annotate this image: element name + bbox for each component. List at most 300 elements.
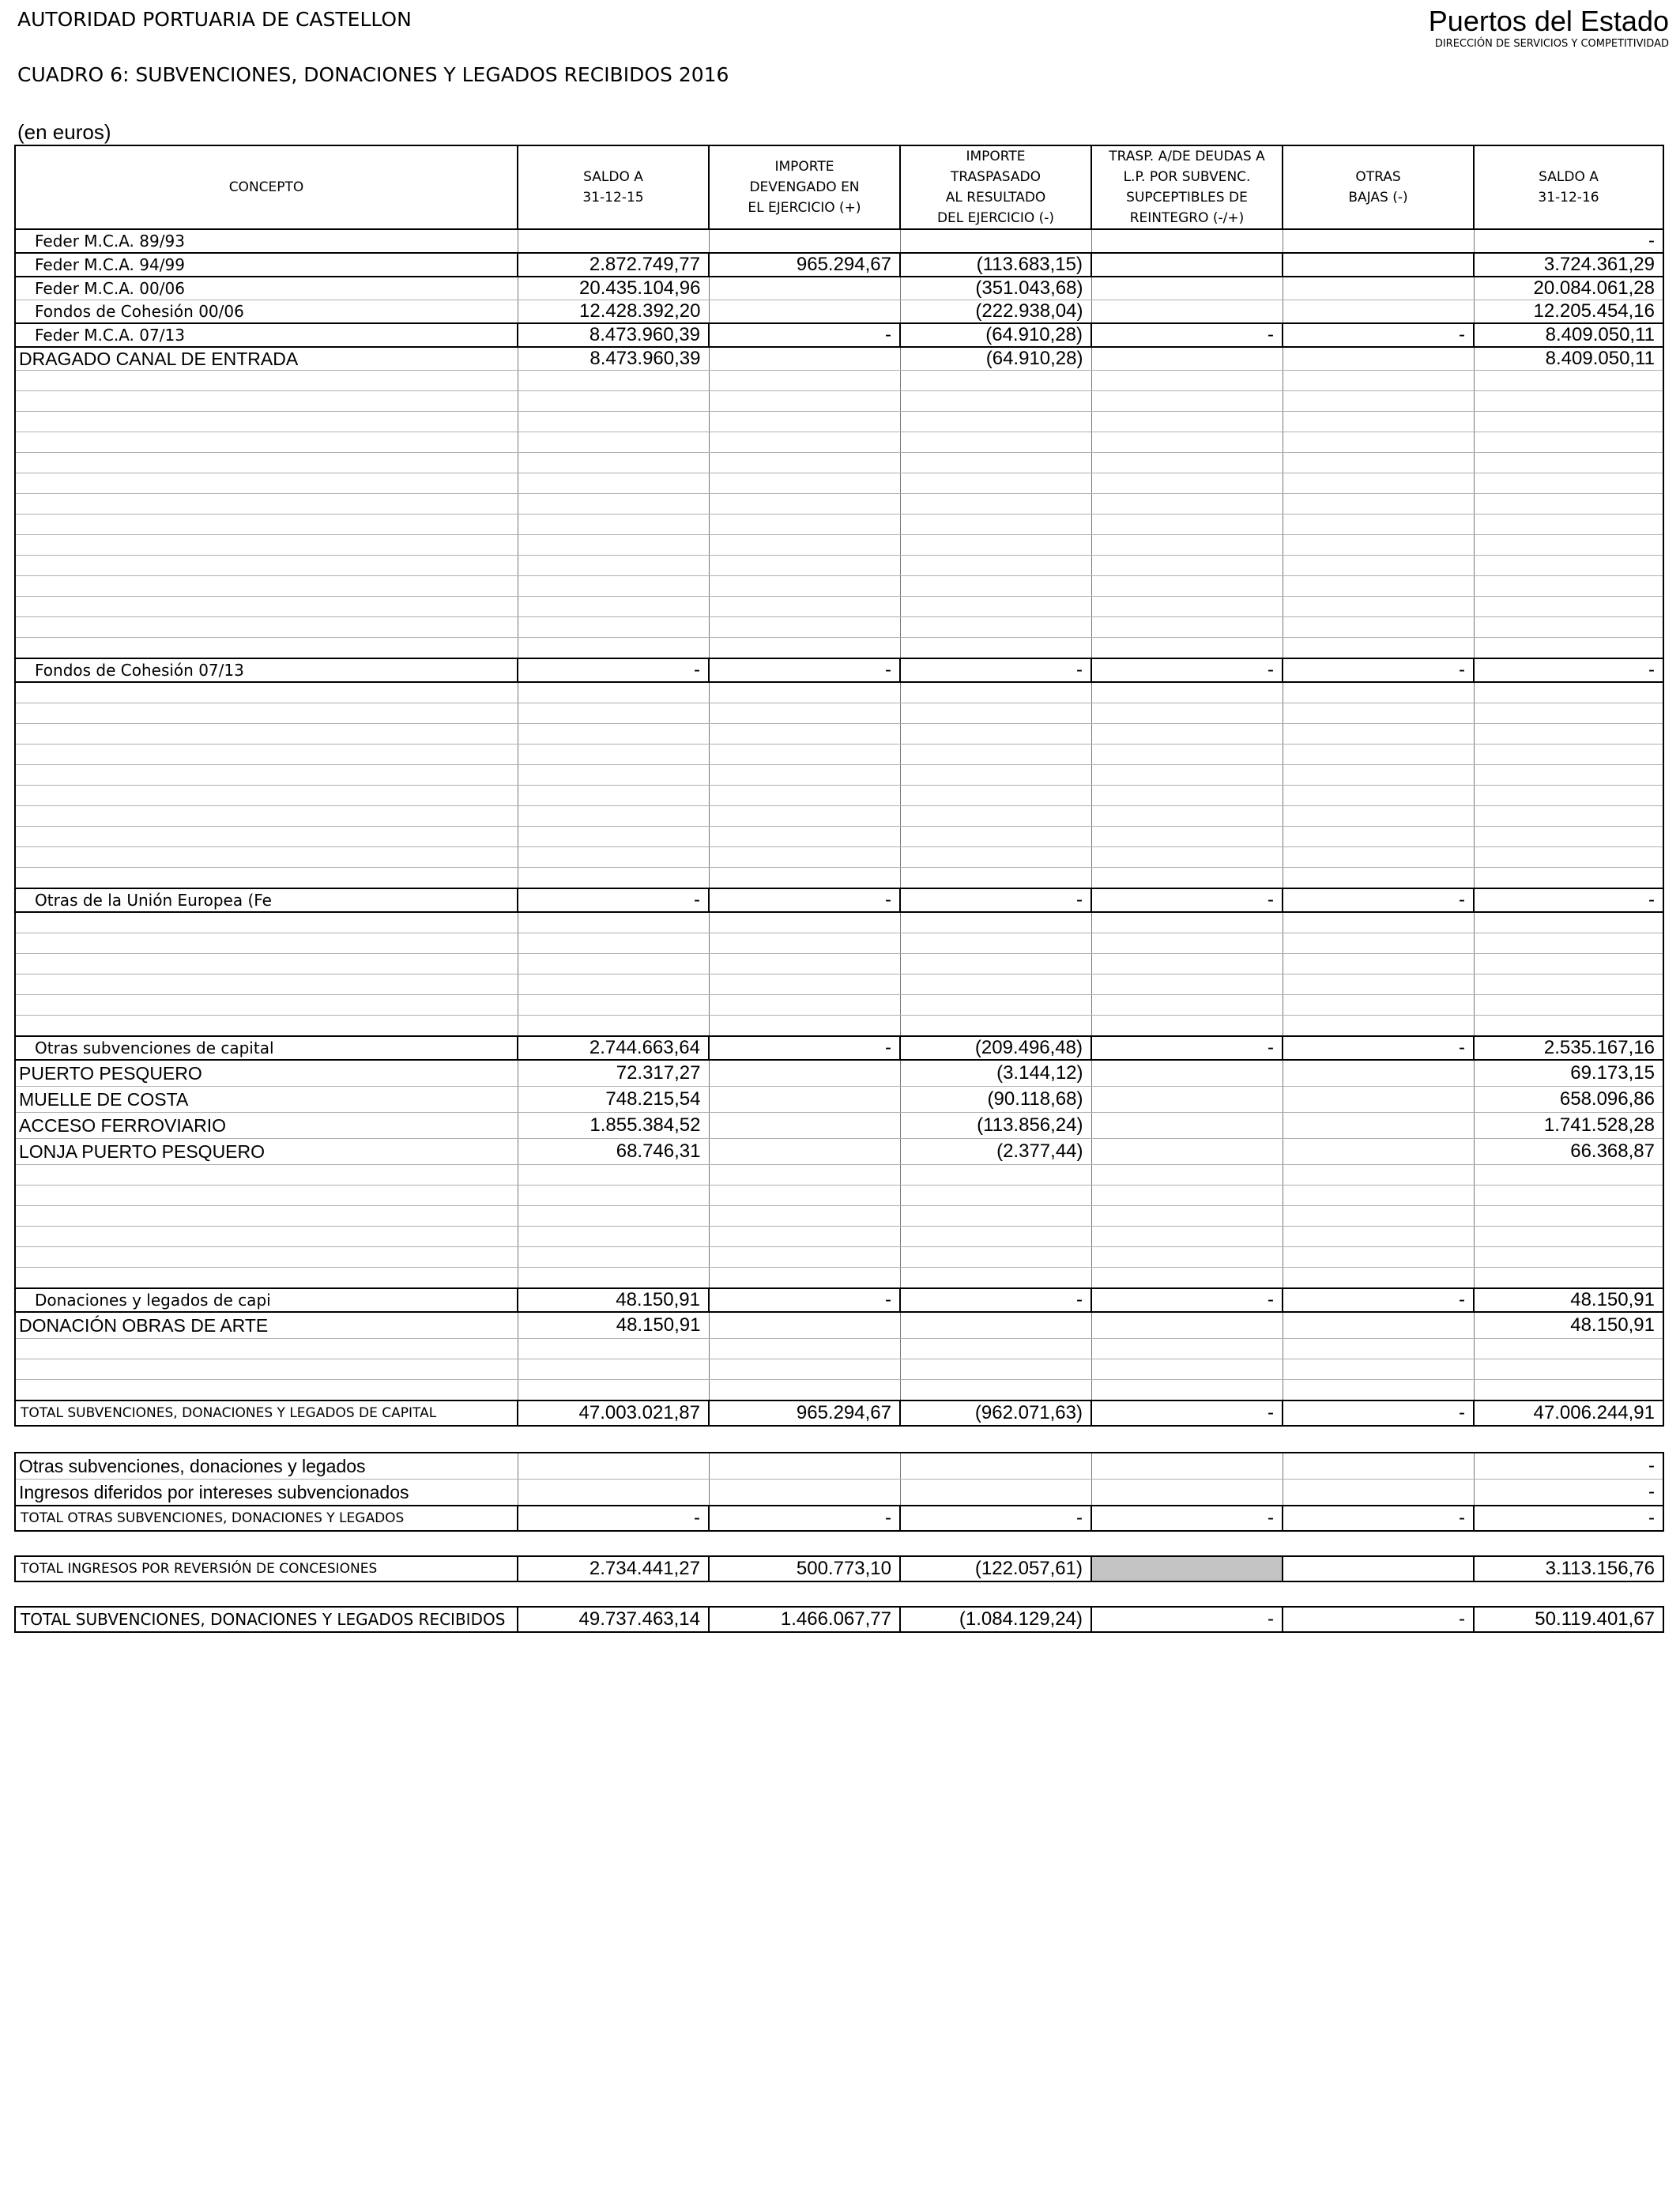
empty-cell xyxy=(518,535,709,556)
empty-cell xyxy=(900,494,1091,515)
value-cell: 8.473.960,39 xyxy=(518,323,709,347)
row-label: Feder M.C.A. 89/93 xyxy=(15,229,518,253)
empty-cell xyxy=(1091,638,1283,659)
empty-cell xyxy=(1283,933,1474,954)
empty-cell xyxy=(1474,371,1663,391)
row-label: Otras de la Unión Europea (Fe xyxy=(15,888,518,912)
empty-cell xyxy=(900,1206,1091,1227)
empty-cell xyxy=(900,453,1091,473)
value-cell xyxy=(1283,277,1474,300)
empty-cell xyxy=(15,765,518,786)
subsidies-table xyxy=(14,145,1664,1633)
empty-cell xyxy=(900,1186,1091,1206)
empty-cell xyxy=(1474,1206,1663,1227)
empty-cell xyxy=(900,682,1091,703)
empty-cell xyxy=(1283,1206,1474,1227)
row-label: Feder M.C.A. 07/13 xyxy=(15,323,518,347)
blank-row xyxy=(15,827,1663,847)
units-label: (en euros) xyxy=(17,120,111,144)
empty-cell xyxy=(709,1165,900,1186)
empty-cell xyxy=(1283,494,1474,515)
blank-row xyxy=(15,682,1663,703)
empty-cell xyxy=(15,1359,518,1380)
empty-cell xyxy=(709,412,900,432)
empty-cell xyxy=(900,638,1091,659)
value-cell xyxy=(1283,347,1474,371)
empty-cell xyxy=(1474,494,1663,515)
empty-cell xyxy=(15,974,518,995)
empty-cell xyxy=(1091,535,1283,556)
empty-cell xyxy=(900,556,1091,576)
column-header: IMPORTE DEVENGADO EN EL EJERCICIO (+) xyxy=(709,145,900,229)
value-cell: - xyxy=(1283,1607,1474,1632)
empty-cell xyxy=(1091,912,1283,933)
empty-cell xyxy=(900,473,1091,494)
empty-cell xyxy=(1091,597,1283,617)
value-cell: - xyxy=(1283,1506,1474,1531)
value-cell: (222.938,04) xyxy=(900,300,1091,324)
brand-subtitle: DIRECCIÓN DE SERVICIOS Y COMPETITIVIDAD xyxy=(1434,38,1669,50)
empty-cell xyxy=(709,535,900,556)
empty-cell xyxy=(1283,391,1474,412)
empty-cell xyxy=(709,1206,900,1227)
value-cell: 1.855.384,52 xyxy=(518,1113,709,1139)
value-cell: 8.473.960,39 xyxy=(518,347,709,371)
value-cell: - xyxy=(1091,1400,1283,1426)
table-row-r11 xyxy=(15,1087,1663,1113)
empty-cell xyxy=(709,847,900,868)
value-cell: 69.173,15 xyxy=(1474,1060,1663,1087)
empty-cell xyxy=(1474,1380,1663,1401)
value-cell: - xyxy=(900,1506,1091,1531)
empty-cell xyxy=(900,912,1091,933)
blank-row xyxy=(15,473,1663,494)
empty-cell xyxy=(1091,745,1283,765)
value-cell: 50.119.401,67 xyxy=(1474,1607,1663,1632)
blank-row xyxy=(15,806,1663,827)
empty-cell xyxy=(709,576,900,597)
blank-row xyxy=(15,1165,1663,1186)
empty-cell xyxy=(15,391,518,412)
value-cell xyxy=(900,1312,1091,1339)
empty-cell xyxy=(1091,1186,1283,1206)
empty-cell xyxy=(900,1380,1091,1401)
blank-row xyxy=(15,995,1663,1016)
value-cell xyxy=(709,1139,900,1165)
empty-cell xyxy=(900,786,1091,806)
empty-cell xyxy=(900,974,1091,995)
empty-cell xyxy=(1283,1227,1474,1247)
value-cell xyxy=(1091,1087,1283,1113)
empty-cell xyxy=(900,745,1091,765)
blank-row xyxy=(15,494,1663,515)
value-cell: 2.872.749,77 xyxy=(518,253,709,277)
empty-cell xyxy=(1283,703,1474,724)
empty-cell xyxy=(1283,765,1474,786)
empty-cell xyxy=(1283,576,1474,597)
empty-cell xyxy=(518,912,709,933)
empty-cell xyxy=(1283,453,1474,473)
value-cell: 47.006.244,91 xyxy=(1474,1400,1663,1426)
empty-cell xyxy=(709,473,900,494)
blank-row xyxy=(15,1186,1663,1206)
empty-cell xyxy=(709,912,900,933)
empty-cell xyxy=(518,638,709,659)
empty-cell xyxy=(1283,786,1474,806)
blank-row xyxy=(15,703,1663,724)
empty-cell xyxy=(518,453,709,473)
empty-cell xyxy=(1474,1268,1663,1289)
value-cell: 20.084.061,28 xyxy=(1474,277,1663,300)
value-cell: 68.746,31 xyxy=(518,1139,709,1165)
empty-cell xyxy=(1091,974,1283,995)
empty-cell xyxy=(900,1339,1091,1359)
value-cell: 2.744.663,64 xyxy=(518,1036,709,1060)
table-row-r3 xyxy=(15,277,1663,300)
empty-cell xyxy=(900,412,1091,432)
empty-cell xyxy=(900,868,1091,889)
empty-cell xyxy=(1283,535,1474,556)
empty-cell xyxy=(709,371,900,391)
empty-cell xyxy=(518,412,709,432)
value-cell xyxy=(709,229,900,253)
table-row-r7 xyxy=(15,658,1663,682)
value-cell xyxy=(1091,229,1283,253)
row-label: ACCESO FERROVIARIO xyxy=(15,1113,518,1139)
empty-cell xyxy=(1091,827,1283,847)
empty-cell xyxy=(15,995,518,1016)
value-cell xyxy=(1091,1453,1283,1480)
empty-cell xyxy=(709,1247,900,1268)
empty-cell xyxy=(1091,868,1283,889)
table-row-t4 xyxy=(15,1607,1663,1632)
row-label: Feder M.C.A. 00/06 xyxy=(15,277,518,300)
empty-cell xyxy=(1474,1227,1663,1247)
empty-cell xyxy=(1474,638,1663,659)
empty-cell xyxy=(1091,1339,1283,1359)
empty-cell xyxy=(518,391,709,412)
empty-cell xyxy=(900,995,1091,1016)
empty-cell xyxy=(518,806,709,827)
empty-cell xyxy=(518,724,709,745)
value-cell xyxy=(709,1087,900,1113)
empty-cell xyxy=(1091,494,1283,515)
empty-cell xyxy=(1474,724,1663,745)
empty-cell xyxy=(1474,556,1663,576)
value-cell xyxy=(1283,1556,1474,1581)
empty-cell xyxy=(15,432,518,453)
empty-cell xyxy=(518,515,709,535)
empty-cell xyxy=(1283,954,1474,974)
value-cell: 1.466.067,77 xyxy=(709,1607,900,1632)
value-cell xyxy=(1091,1139,1283,1165)
empty-cell xyxy=(518,1206,709,1227)
header-row xyxy=(15,145,1663,229)
blank-row xyxy=(15,515,1663,535)
empty-cell xyxy=(15,1268,518,1289)
row-label: Donaciones y legados de capi xyxy=(15,1288,518,1312)
empty-cell xyxy=(518,1339,709,1359)
row-label: LONJA PUERTO PESQUERO xyxy=(15,1139,518,1165)
value-cell: (113.856,24) xyxy=(900,1113,1091,1139)
value-cell: 48.150,91 xyxy=(518,1312,709,1339)
blank-row xyxy=(15,765,1663,786)
empty-cell xyxy=(900,933,1091,954)
empty-cell xyxy=(15,371,518,391)
spacer xyxy=(15,1581,1663,1607)
empty-cell xyxy=(900,724,1091,745)
value-cell xyxy=(709,1312,900,1339)
value-cell: - xyxy=(1091,658,1283,682)
value-cell: (122.057,61) xyxy=(900,1556,1091,1581)
empty-cell xyxy=(1283,912,1474,933)
empty-cell xyxy=(1283,827,1474,847)
blank-row xyxy=(15,412,1663,432)
blank-row xyxy=(15,745,1663,765)
value-cell xyxy=(518,229,709,253)
empty-cell xyxy=(1474,1359,1663,1380)
value-cell: - xyxy=(1283,888,1474,912)
empty-cell xyxy=(900,847,1091,868)
value-cell xyxy=(1091,347,1283,371)
empty-cell xyxy=(1091,371,1283,391)
empty-cell xyxy=(1474,617,1663,638)
table-row-t1 xyxy=(15,1400,1663,1426)
empty-cell xyxy=(709,453,900,473)
empty-cell xyxy=(15,1186,518,1206)
empty-cell xyxy=(709,745,900,765)
blank-row xyxy=(15,1016,1663,1037)
blank-row xyxy=(15,847,1663,868)
empty-cell xyxy=(15,515,518,535)
value-cell: - xyxy=(1091,323,1283,347)
row-label: Feder M.C.A. 94/99 xyxy=(15,253,518,277)
empty-cell xyxy=(1283,1359,1474,1380)
empty-cell xyxy=(1474,995,1663,1016)
empty-cell xyxy=(518,432,709,453)
empty-cell xyxy=(1283,597,1474,617)
empty-cell xyxy=(1283,995,1474,1016)
empty-cell xyxy=(518,576,709,597)
empty-cell xyxy=(15,806,518,827)
empty-cell xyxy=(709,515,900,535)
value-cell: 1.741.528,28 xyxy=(1474,1113,1663,1139)
value-cell: 658.096,86 xyxy=(1474,1087,1663,1113)
blank-row xyxy=(15,432,1663,453)
value-cell: - xyxy=(1474,658,1663,682)
empty-cell xyxy=(900,1016,1091,1037)
empty-cell xyxy=(15,954,518,974)
value-cell: 12.205.454,16 xyxy=(1474,300,1663,324)
empty-cell xyxy=(1283,1339,1474,1359)
empty-cell xyxy=(1474,703,1663,724)
empty-cell xyxy=(15,933,518,954)
table-row-r2 xyxy=(15,253,1663,277)
empty-cell xyxy=(900,576,1091,597)
table-row-r12 xyxy=(15,1113,1663,1139)
value-cell: (351.043,68) xyxy=(900,277,1091,300)
spacer-row xyxy=(15,1531,1663,1556)
value-cell: - xyxy=(709,658,900,682)
empty-cell xyxy=(1091,391,1283,412)
empty-cell xyxy=(1283,515,1474,535)
empty-cell xyxy=(1091,432,1283,453)
empty-cell xyxy=(1091,933,1283,954)
empty-cell xyxy=(518,827,709,847)
row-label: PUERTO PESQUERO xyxy=(15,1060,518,1087)
value-cell: (2.377,44) xyxy=(900,1139,1091,1165)
value-cell: 72.317,27 xyxy=(518,1060,709,1087)
empty-cell xyxy=(900,535,1091,556)
empty-cell xyxy=(900,597,1091,617)
empty-cell xyxy=(518,868,709,889)
empty-cell xyxy=(15,473,518,494)
blank-row xyxy=(15,974,1663,995)
empty-cell xyxy=(709,724,900,745)
empty-cell xyxy=(1091,576,1283,597)
value-cell: - xyxy=(900,1288,1091,1312)
blank-row xyxy=(15,786,1663,806)
empty-cell xyxy=(1283,847,1474,868)
empty-cell xyxy=(709,617,900,638)
empty-cell xyxy=(15,1380,518,1401)
empty-cell xyxy=(1474,535,1663,556)
value-cell: - xyxy=(900,888,1091,912)
empty-cell xyxy=(900,1268,1091,1289)
row-label: Fondos de Cohesión 07/13 xyxy=(15,658,518,682)
empty-cell xyxy=(709,432,900,453)
empty-cell xyxy=(15,638,518,659)
empty-cell xyxy=(518,765,709,786)
empty-cell xyxy=(15,1339,518,1359)
value-cell xyxy=(518,1453,709,1480)
spacer-row xyxy=(15,1581,1663,1607)
empty-cell xyxy=(15,1016,518,1037)
empty-cell xyxy=(15,617,518,638)
empty-cell xyxy=(900,391,1091,412)
value-cell: - xyxy=(518,658,709,682)
empty-cell xyxy=(709,1339,900,1359)
empty-cell xyxy=(709,806,900,827)
empty-cell xyxy=(518,1186,709,1206)
value-cell xyxy=(900,1480,1091,1506)
value-cell: - xyxy=(709,888,900,912)
empty-cell xyxy=(1283,806,1474,827)
value-cell: - xyxy=(1474,229,1663,253)
empty-cell xyxy=(1474,597,1663,617)
value-cell: (113.683,15) xyxy=(900,253,1091,277)
table-row-r8 xyxy=(15,888,1663,912)
value-cell: 2.535.167,16 xyxy=(1474,1036,1663,1060)
empty-cell xyxy=(518,745,709,765)
empty-cell xyxy=(1474,682,1663,703)
empty-cell xyxy=(709,786,900,806)
value-cell: 48.150,91 xyxy=(1474,1312,1663,1339)
table-row-r10 xyxy=(15,1060,1663,1087)
value-cell: 66.368,87 xyxy=(1474,1139,1663,1165)
value-cell: 965.294,67 xyxy=(709,253,900,277)
empty-cell xyxy=(1283,1268,1474,1289)
table-row-r15 xyxy=(15,1312,1663,1339)
empty-cell xyxy=(1474,1186,1663,1206)
empty-cell xyxy=(1283,432,1474,453)
empty-cell xyxy=(518,617,709,638)
empty-cell xyxy=(518,933,709,954)
empty-cell xyxy=(15,1247,518,1268)
value-cell: (209.496,48) xyxy=(900,1036,1091,1060)
value-cell: - xyxy=(1474,1453,1663,1480)
empty-cell xyxy=(1283,974,1474,995)
empty-cell xyxy=(709,703,900,724)
empty-cell xyxy=(1091,703,1283,724)
empty-cell xyxy=(900,954,1091,974)
value-cell: - xyxy=(1283,658,1474,682)
value-cell: 8.409.050,11 xyxy=(1474,323,1663,347)
table-row-r14 xyxy=(15,1288,1663,1312)
empty-cell xyxy=(518,974,709,995)
empty-cell xyxy=(1474,933,1663,954)
value-cell xyxy=(1091,1312,1283,1339)
value-cell xyxy=(709,1113,900,1139)
empty-cell xyxy=(518,1247,709,1268)
empty-cell xyxy=(1091,1227,1283,1247)
empty-cell xyxy=(1474,576,1663,597)
empty-cell xyxy=(900,515,1091,535)
empty-cell xyxy=(1283,1016,1474,1037)
value-cell: 2.734.441,27 xyxy=(518,1556,709,1581)
value-cell: - xyxy=(1283,1400,1474,1426)
empty-cell xyxy=(1091,682,1283,703)
value-cell: - xyxy=(1283,1036,1474,1060)
value-cell xyxy=(1091,300,1283,324)
empty-cell xyxy=(15,745,518,765)
table-row-o2 xyxy=(15,1480,1663,1506)
empty-cell xyxy=(709,638,900,659)
blank-row xyxy=(15,617,1663,638)
empty-cell xyxy=(900,806,1091,827)
blank-row xyxy=(15,453,1663,473)
value-cell: - xyxy=(1091,1288,1283,1312)
empty-cell xyxy=(518,1380,709,1401)
column-header: SALDO A 31-12-15 xyxy=(518,145,709,229)
empty-cell xyxy=(1283,724,1474,745)
value-cell: 8.409.050,11 xyxy=(1474,347,1663,371)
value-cell: - xyxy=(1091,1506,1283,1531)
column-header: CONCEPTO xyxy=(15,145,518,229)
value-cell xyxy=(1091,253,1283,277)
empty-cell xyxy=(900,617,1091,638)
value-cell: - xyxy=(709,323,900,347)
empty-cell xyxy=(709,682,900,703)
empty-cell xyxy=(1474,453,1663,473)
value-cell xyxy=(709,1060,900,1087)
value-cell xyxy=(1091,277,1283,300)
empty-cell xyxy=(518,494,709,515)
blank-row xyxy=(15,954,1663,974)
empty-cell xyxy=(518,597,709,617)
empty-cell xyxy=(1283,682,1474,703)
spacer-row xyxy=(15,1426,1663,1453)
value-cell: 49.737.463,14 xyxy=(518,1607,709,1632)
empty-cell xyxy=(518,1165,709,1186)
blank-row xyxy=(15,576,1663,597)
row-label: TOTAL SUBVENCIONES, DONACIONES Y LEGADOS DE CAPITAL xyxy=(15,1400,518,1426)
value-cell xyxy=(1283,1312,1474,1339)
empty-cell xyxy=(1474,432,1663,453)
empty-cell xyxy=(709,391,900,412)
row-label: Fondos de Cohesión 00/06 xyxy=(15,300,518,324)
empty-cell xyxy=(518,682,709,703)
